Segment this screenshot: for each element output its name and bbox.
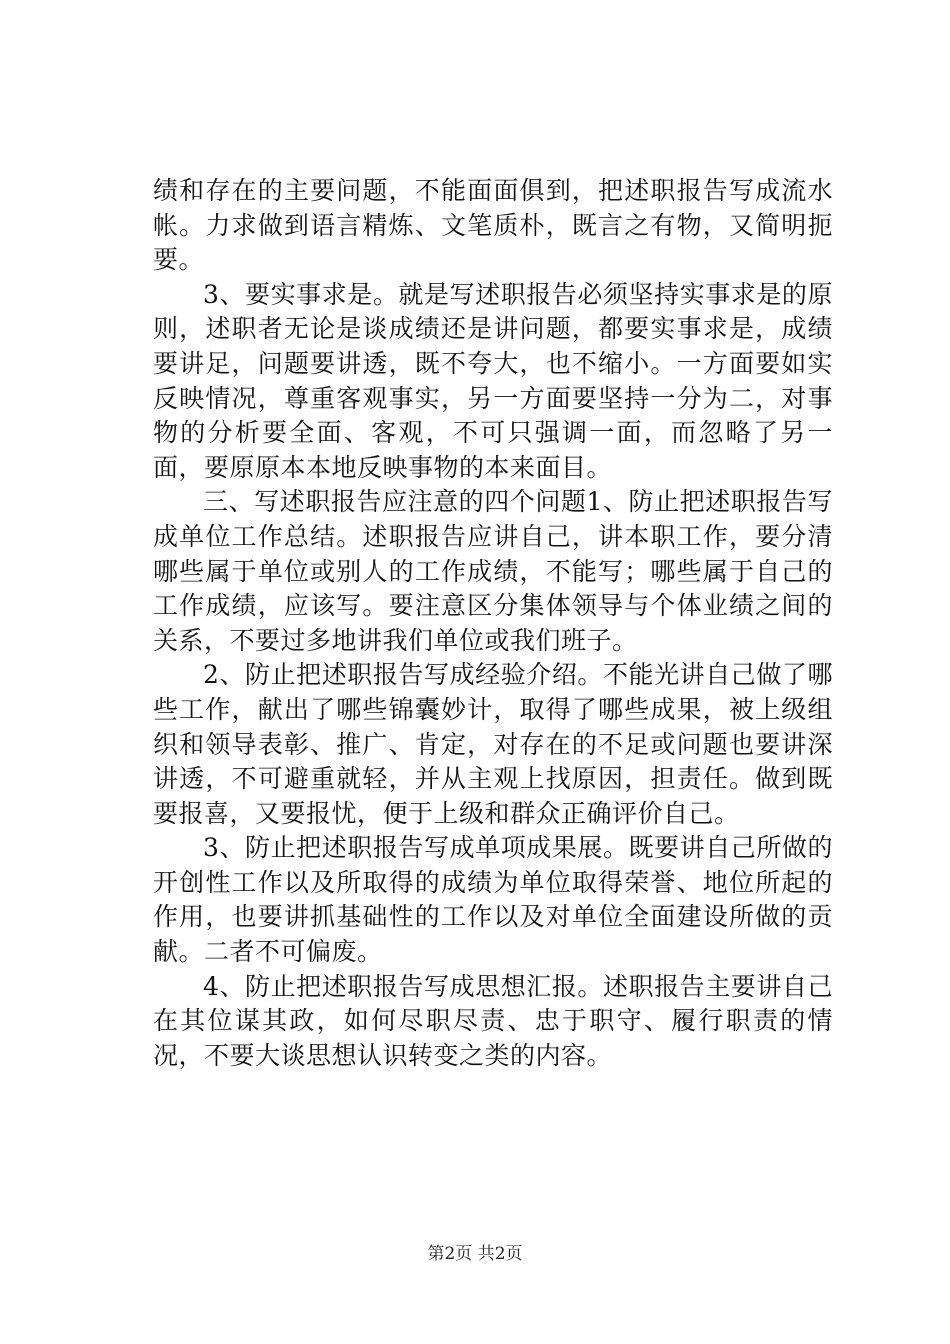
page-number-footer: 第2页 共2页 (427, 1244, 523, 1264)
paragraph-four-issues: 三、写述职报告应注意的四个问题1、防止把述职报告写成单位工作总结。述职报告应讲自己，讲本职工作，要分清哪些属于单位或别人的工作成绩，不能写；哪些属于自己的工作成绩，应该写。要注意区分集体领导与个体业绩之间的关系，不要过多地讲我们单位或我们班子。 (153, 487, 833, 655)
paragraph-continuation: 绩和存在的主要问题，不能面面俱到，把述职报告写成流水帐。力求做到语言精炼、文笔质朴，既言之有物，又简明扼要。 (153, 176, 833, 275)
paragraph-seek-truth: 3、要实事求是。就是写述职报告必须坚持实事求是的原则，述职者无论是谈成绩还是讲问题，都要实事求是，成绩要讲足，问题要讲透，既不夸大，也不缩小。一方面要如实反映情况，尊重客观事实，另一方面要坚持一分为二，对事物的分析要全面、客观，不可只强调一面，而忽略了另一面，要原原本本地反映事物的本来面目。 (153, 279, 833, 482)
document-body (153, 174, 833, 1073)
paragraph-experience: 2、防止把述职报告写成经验介绍。不能光讲自己做了哪些工作，献出了哪些锦囊妙计，取得了哪些成果，被上级组织和领导表彰、推广、肯定，对存在的不足或问题也要讲深讲透，不可避重就轻，并从主观上找原因，担责任。做到既要报喜，又要报忧，便于上级和群众正确评价自己。 (153, 660, 833, 828)
paragraph-achievement: 3、防止把述职报告写成单项成果展。既要讲自己所做的开创性工作以及所取得的成绩为单位取得荣誉、地位所起的作用，也要讲抓基础性的工作以及对单位全面建设所做的贡献。二者不可偏废。 (153, 833, 833, 967)
paragraph-thought-report: 4、防止把述职报告写成思想汇报。述职报告主要讲自己在其位谋其政，如何尽职尽责、忠于职守、履行职责的情况，不要大谈思想认识转变之类的内容。 (153, 971, 833, 1070)
